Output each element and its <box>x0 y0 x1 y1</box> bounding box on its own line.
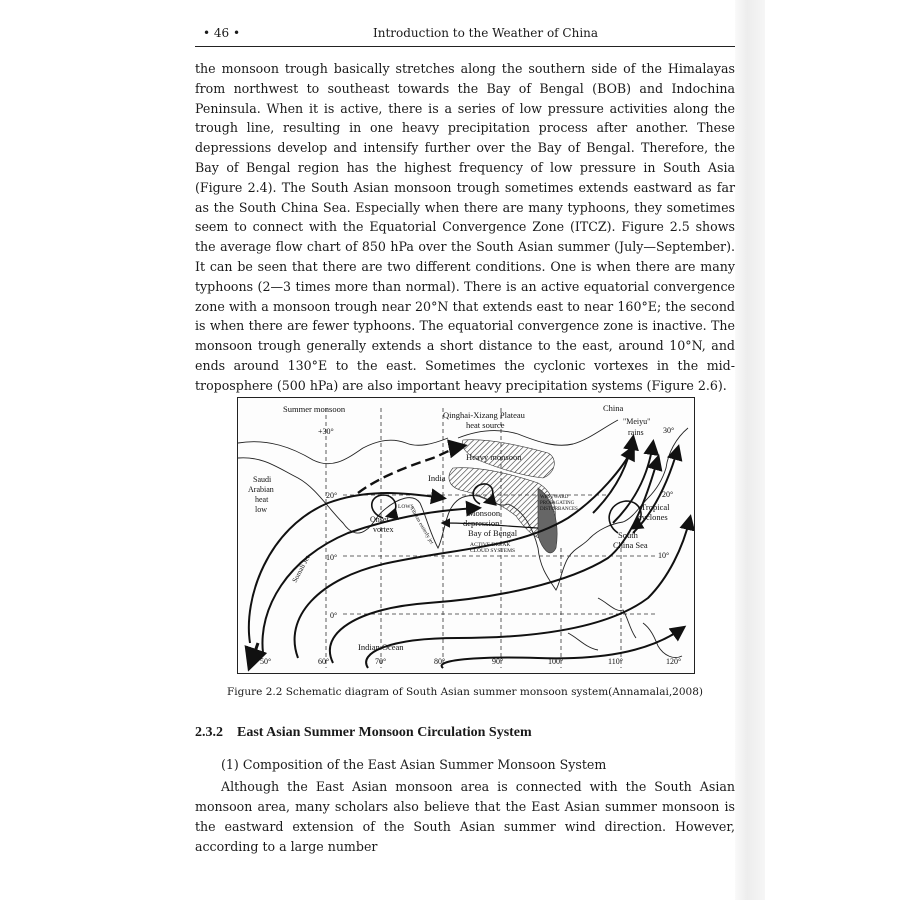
label-meiyu-2: rains <box>628 428 644 437</box>
label-saudi-1: Saudi <box>253 475 272 484</box>
paragraph-east-asian: Although the East Asian monsoon area is connected with the South Asian monsoon area, many scholars also believe that the East Asian summer monsoon is the eastward extension of the South Asian summer wind direction. However, according to a large number <box>195 779 735 854</box>
label-lon70: 70° <box>375 657 387 666</box>
label-onset-vortex-1: Onset <box>370 515 389 524</box>
label-south-china-sea-2: China Sea <box>613 540 648 550</box>
page-edge-shadow <box>735 0 765 900</box>
label-westward-1: WESTWARD <box>540 495 569 500</box>
section-heading <box>195 725 532 741</box>
monsoon-trough-dashed <box>358 446 463 493</box>
somali-jet-arrow <box>250 643 258 666</box>
paragraph-monsoon-trough: the monsoon trough basically stretches along the southern side of the Himalayas from northwest to southeast towards the Bay of Bengal (BOB) and Indochina Peninsula. When it is active, there is a series of low pressure activities along the trough line, resulting in one heavy precipitation process after another. These depressions develop and intensify further over the Bay of Bengal. Therefore, the Bay of Bengal region has the highest frequency of low pressure in South Asia (Figure 2.4). The South Asian monsoon trough sometimes extends eastward as far as the South China Sea. Especially when there are many typhoons, they sometimes seem to connect with the Equatorial Convergence Zone (ITCZ). Figure 2.5 shows the average flow chart of 850 hPa over the South Asian summer (July—September). It can be seen that there are two different conditions. One is when there are many typhoons (2—3 times more than normal). There is an active equatorial convergence zone with a monsoon trough near 20°N that extends east to near 160°E; the second is when there are fewer typhoons. The equatorial convergence zone is inactive. The monsoon trough generally extends a short distance to the east, around 10°N, and ends around 130°E to the east. Sometimes the cyclonic vortexes in the mid-troposphere (500 hPa) are also important heavy precipitation systems (Figure 2.6). <box>195 61 735 393</box>
label-lon80: 80° <box>434 657 446 666</box>
label-lat30-right: 30° <box>663 426 675 435</box>
label-westward-3: DISTURBANCES <box>540 507 578 512</box>
figure-caption: Figure 2.2 Schematic diagram of South Asian summer monsoon system(Annamalai,2008) <box>227 686 703 698</box>
label-lows: LOWS <box>398 504 414 510</box>
label-lat30-left: +30° <box>318 427 334 436</box>
subsection-heading: (1) Composition of the East Asian Summer Monsoon System <box>221 757 607 772</box>
label-saudi-2: Arabian <box>248 485 274 494</box>
label-lat10-left: 10° <box>326 553 338 562</box>
label-active-break-1: ACTIVE/BREAK <box>470 542 511 548</box>
label-lat0: 0° <box>330 611 338 620</box>
label-active-break-2: CLOUD SYSTEMS <box>470 548 516 554</box>
label-summer-monsoon: Summer monsoon <box>283 404 346 414</box>
label-depression-1: Monsoon <box>468 508 501 518</box>
label-cyclone-1: Tropical <box>641 502 670 512</box>
label-indian-ocean: Indian Ocean <box>358 642 404 652</box>
figure-south-asian-monsoon <box>237 397 695 674</box>
body-text-lower <box>195 777 735 857</box>
label-bay-of-bengal: Bay of Bengal <box>468 528 518 538</box>
label-saudi-3: heat <box>255 495 269 504</box>
label-tibetan-jet: Tibetan easterly jet <box>408 506 435 546</box>
label-onset-vortex-2: vortex <box>373 525 394 534</box>
label-lon110: 110° <box>608 657 623 666</box>
label-south-china-sea-1: South <box>618 530 638 540</box>
running-title: Introduction to the Weather of China <box>373 26 599 40</box>
label-lat10-right: 10° <box>658 551 670 560</box>
header-rule <box>195 46 735 47</box>
label-lat20-right: 20° <box>662 490 674 499</box>
label-plateau-1: Qinghai-Xizang Plateau <box>443 410 525 420</box>
label-china: China <box>603 403 624 413</box>
label-saudi-4: low <box>255 505 267 514</box>
label-depression-2: depression <box>463 518 500 528</box>
label-lon50: 50° <box>260 657 272 666</box>
figure-map-svg <box>238 398 694 673</box>
label-heavy-monsoon: Heavy monsoon <box>466 452 522 462</box>
label-india: India <box>428 473 446 483</box>
label-lon100: 100° <box>548 657 564 666</box>
label-lon120: 120° <box>666 657 682 666</box>
section-title: East Asian Summer Monsoon Circulation System <box>237 725 532 740</box>
label-cyclone-2: cyclones <box>638 512 668 522</box>
label-meiyu-1: "Meiyu" <box>623 417 651 426</box>
running-header <box>195 24 735 46</box>
body-text-upper <box>195 59 735 396</box>
label-lon60: 60° <box>318 657 330 666</box>
label-westward-2: PROPAGATING <box>540 501 575 506</box>
label-lat20-left: 20° <box>326 491 338 500</box>
section-number: 2.3.2 <box>195 725 223 740</box>
label-plateau-2: heat source <box>466 420 505 430</box>
label-lon90: 90° <box>492 657 504 666</box>
page-number: • 46 • <box>203 26 241 40</box>
label-somali-jet: Somali Jet <box>290 554 312 584</box>
